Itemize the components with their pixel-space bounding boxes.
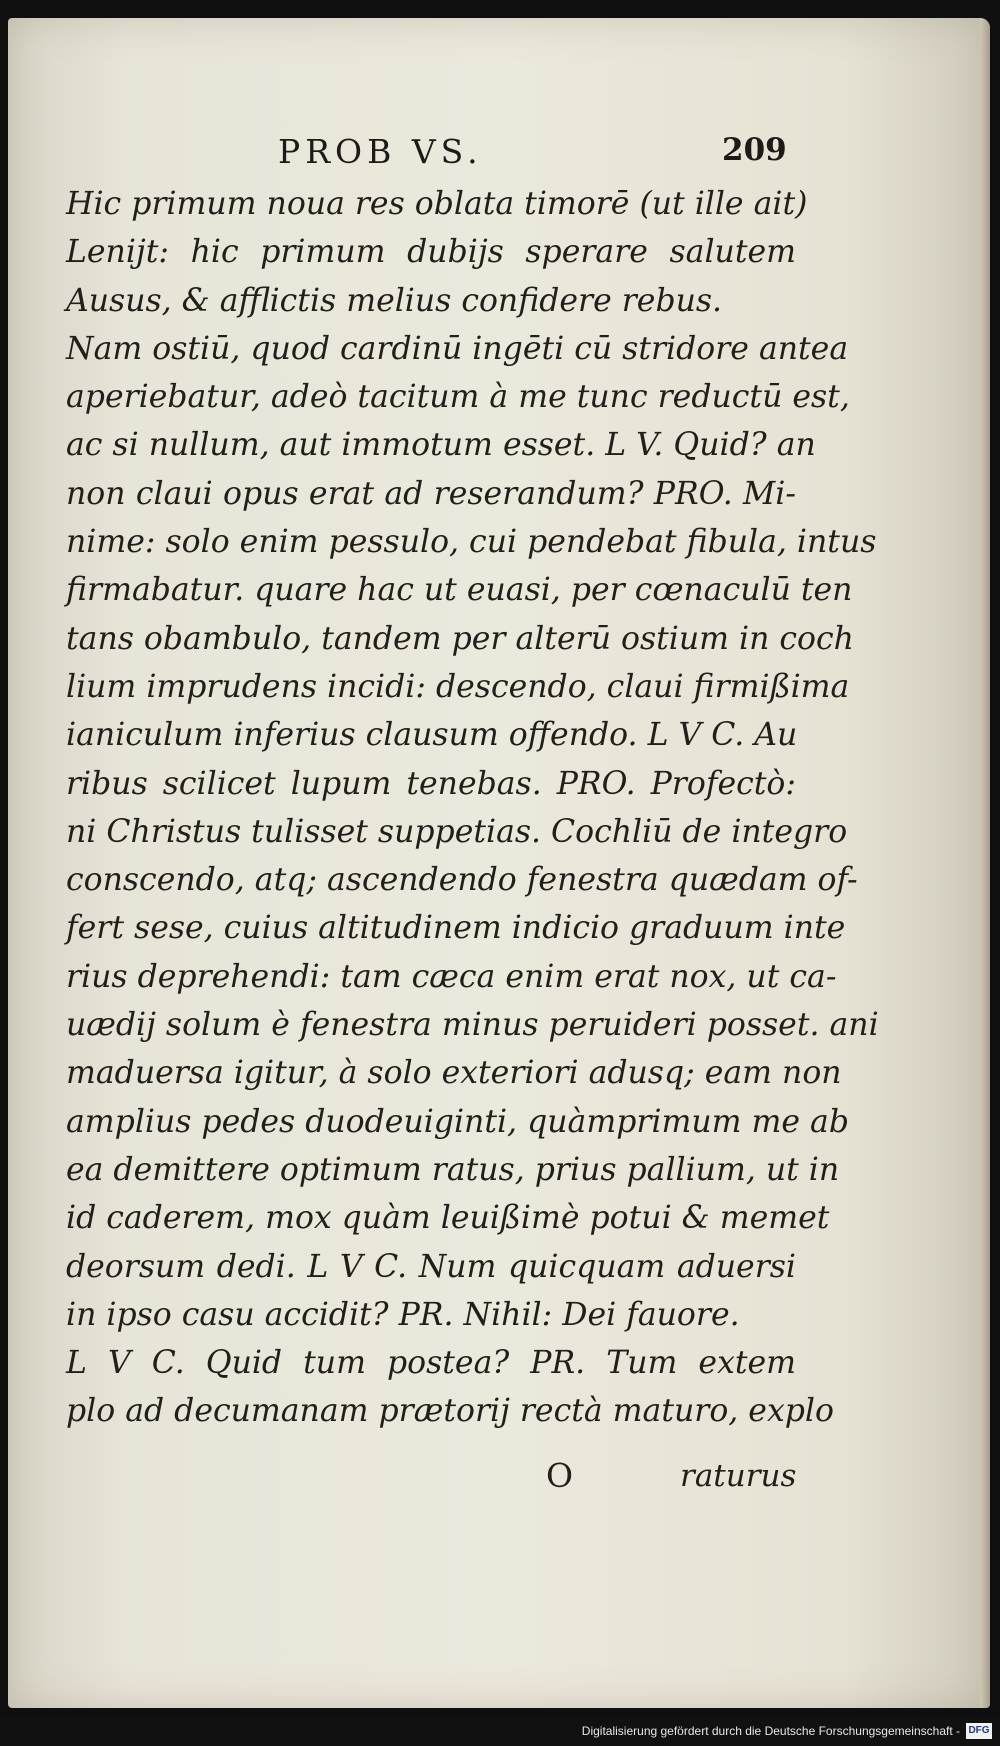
- text-line: ianiculum inferius clausum offendo. L V C. Au: [66, 717, 798, 754]
- body-text: [66, 180, 879, 1436]
- text-line: firmabatur. quare hac ut euasi, per cœnaculū ten: [66, 572, 853, 609]
- text-line: Ausus, & afflictis melius confidere rebus.: [66, 282, 723, 319]
- text-line: tans obambulo, tandem per alterū ostium in coch: [66, 620, 854, 657]
- text-line: ni Christus tulisset suppetias. Cochliū de integro: [66, 813, 848, 850]
- text-line: lium imprudens incidi: descendo, claui firmißima: [66, 668, 850, 705]
- catchword: raturus: [680, 1458, 797, 1494]
- credit-text: Digitalisierung gefördert durch die Deutsche Forschungsgemeinschaft -: [581, 1724, 960, 1738]
- text-line: uædij solum è fenestra minus peruideri posset. ani: [66, 1007, 879, 1044]
- text-line: Lenijt: hic primum dubijs sperare salutem: [66, 234, 796, 271]
- text-line: non claui opus erat ad reserandum? PRO. Mi-: [66, 475, 796, 512]
- text-line: deorsum dedi. L V C. Num quicquam aduersi: [66, 1248, 796, 1285]
- text-line: ac si nullum, aut immotum esset. L V. Quid? an: [66, 427, 816, 464]
- signature-mark: O: [546, 1456, 574, 1495]
- book-page: [8, 18, 990, 1708]
- text-line: nime: solo enim pessulo, cui pendebat fibula, intus: [66, 524, 877, 561]
- dfg-logo-icon: DFG: [966, 1723, 992, 1739]
- text-line: fert sese, cuius altitudinem indicio graduum inte: [66, 910, 846, 947]
- page-number: 209: [722, 132, 787, 168]
- text-line: Nam ostiū, quod cardinū ingēti cū stridore antea: [66, 330, 849, 367]
- page-header: [8, 110, 990, 170]
- text-line: ea demittere optimum ratus, prius pallium, ut in: [66, 1151, 840, 1188]
- text-line: amplius pedes duodeuiginti, quàmprimum me ab: [66, 1103, 849, 1140]
- text-line: ribus scilicet lupum tenebas. PRO. Profectò:: [66, 765, 796, 802]
- text-line: in ipso casu accidit? PR. Nihil: Dei fauore.: [66, 1296, 740, 1333]
- text-line: Hic primum noua res oblata timorē (ut ille ait): [66, 186, 808, 222]
- text-line: rius deprehendi: tam cæca enim erat nox, ut ca-: [66, 958, 837, 995]
- text-line: maduersa igitur, à solo exteriori adusq; eam non: [66, 1055, 842, 1092]
- page-edge: [980, 18, 990, 1708]
- text-line: plo ad decumanam prætorij rectà maturo, explo: [66, 1393, 834, 1430]
- digitization-credit-bar: [0, 1718, 1000, 1746]
- page-footer: [8, 1456, 990, 1506]
- running-title: PROB VS.: [278, 132, 483, 171]
- text-line: aperiebatur, adeò tacitum à me tunc reductū est,: [66, 379, 850, 416]
- text-line: id caderem, mox quàm leuißimè potui & memet: [66, 1200, 830, 1237]
- text-line: conscendo, atq; ascendendo fenestra quædam of-: [66, 862, 858, 899]
- text-line: L V C. Quid tum postea? PR. Tum extem: [66, 1345, 796, 1382]
